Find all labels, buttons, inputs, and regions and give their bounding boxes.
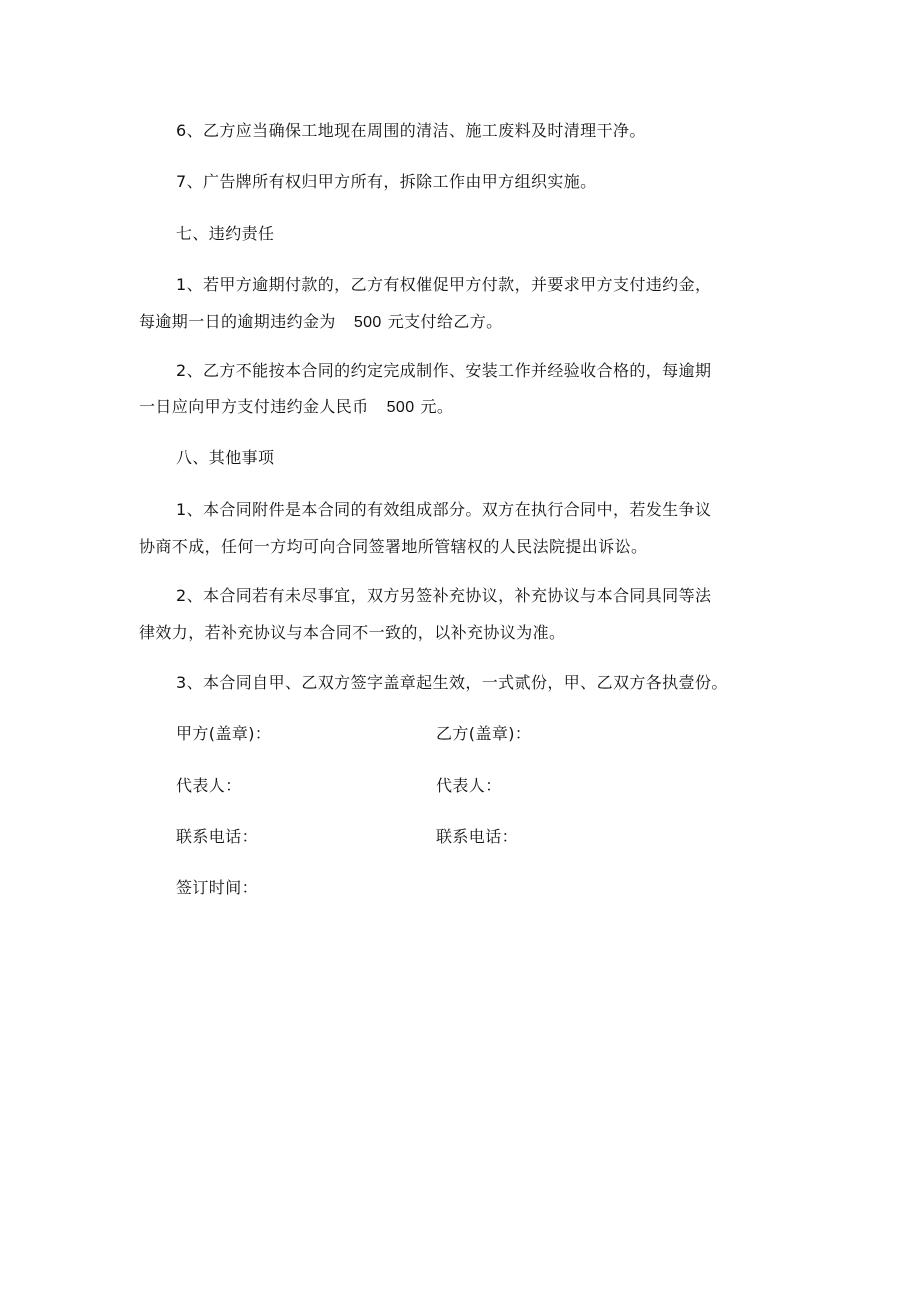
party-a-rep-label: 代表人： (176, 776, 242, 795)
clause-6-item-6: 6、乙方应当确保工地现在周围的清洁、施工废料及时清理干净。 (176, 121, 646, 140)
section-7-heading: 七、违约责任 (176, 224, 275, 243)
party-a-seal-label: 甲方(盖章)： (176, 724, 272, 743)
section-8-heading: 八、其他事项 (176, 448, 275, 467)
text-segment: 元支付给乙方。 (387, 312, 503, 331)
penalty-amount: 500 (386, 399, 415, 416)
party-b-phone-label: 联系电话： (436, 827, 519, 846)
section-7-item-1-line-1: 1、若甲方逾期付款的，乙方有权催促甲方付款，并要求甲方支付违约金， (176, 275, 712, 294)
party-b-rep-label: 代表人： (436, 776, 502, 795)
text-segment: 每逾期一日的逾期违约金为 (139, 312, 336, 331)
text-segment: 一日应向甲方支付违约金人民币 (139, 397, 369, 416)
text-segment: 元。 (420, 397, 454, 416)
penalty-amount: 500 (353, 314, 382, 331)
section-7-item-2-line-1: 2、乙方不能按本合同的约定完成制作、安装工作并经验收合格的，每逾期 (176, 361, 712, 380)
section-8-item-1-line-2: 协商不成，任何一方均可向合同签署地所管辖权的人民法院提出诉讼。 (139, 537, 648, 556)
section-8-item-1-line-1: 1、本合同附件是本合同的有效组成部分。双方在执行合同中，若发生争议 (176, 500, 712, 519)
section-8-item-2-line-1: 2、本合同若有未尽事宜，双方另签补充协议，补充协议与本合同具同等法 (176, 586, 712, 605)
party-a-phone-label: 联系电话： (176, 827, 259, 846)
section-7-item-2-line-2 (139, 397, 453, 418)
party-b-seal-label: 乙方(盖章)： (436, 724, 532, 743)
section-8-item-2-line-2: 律效力，若补充协议与本合同不一致的，以补充协议为准。 (139, 623, 566, 642)
section-7-item-1-line-2 (139, 312, 503, 333)
clause-6-item-7: 7、广告牌所有权归甲方所有，拆除工作由甲方组织实施。 (176, 172, 597, 191)
sign-date-label: 签订时间： (176, 878, 259, 897)
section-8-item-3: 3、本合同自甲、乙双方签字盖章起生效，一式贰份，甲、乙双方各执壹份。 (176, 673, 728, 692)
